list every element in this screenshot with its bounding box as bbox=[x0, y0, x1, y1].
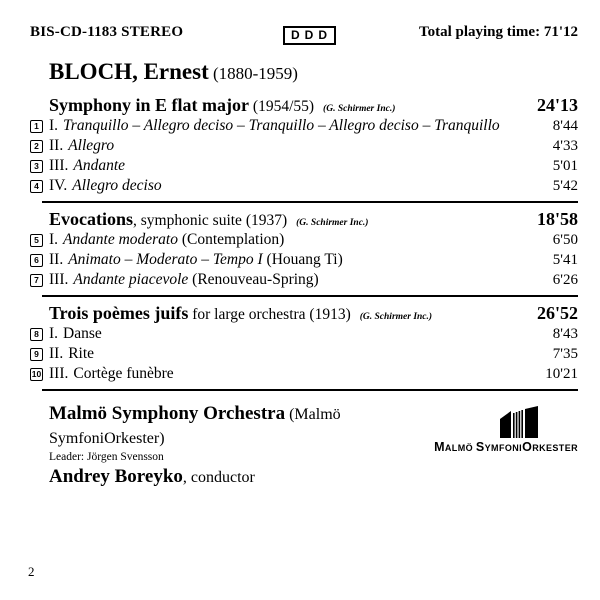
work-title: Trois poèmes juifs bbox=[49, 303, 189, 323]
track-time: 7'35 bbox=[552, 345, 578, 362]
movement-tempo: Andante piacevole bbox=[73, 271, 189, 288]
track-time: 5'01 bbox=[552, 157, 578, 174]
movement-suffix: (Renouveau-Spring) bbox=[188, 271, 319, 288]
work-duration: 24'13 bbox=[536, 95, 578, 115]
work-duration: 26'52 bbox=[536, 303, 578, 323]
movement-tempo: Andante bbox=[73, 157, 126, 174]
track-time: 6'50 bbox=[552, 231, 578, 248]
conductor-role: , conductor bbox=[182, 468, 255, 486]
movement-numeral: II. bbox=[49, 251, 64, 268]
track-number-box: 7 bbox=[30, 274, 43, 287]
composer-dates: (1880-1959) bbox=[208, 64, 298, 83]
work-heading bbox=[30, 95, 578, 116]
performer-credits bbox=[30, 402, 578, 488]
section-divider bbox=[42, 295, 578, 297]
track-row bbox=[30, 230, 578, 250]
movement-suffix: Cortège funèbre bbox=[73, 365, 174, 382]
work-title: Symphony in E flat major bbox=[49, 95, 250, 115]
movement-tempo: Tranquillo – Allegro deciso – Tranquillo – Allegro deciso – Tranquillo bbox=[63, 117, 500, 134]
work-title: Evocations bbox=[49, 209, 134, 229]
composer-name: BLOCH, Ernest bbox=[49, 59, 209, 84]
movement-suffix: Rite bbox=[68, 345, 95, 362]
composer-title bbox=[30, 59, 578, 85]
logo-caption-part: ALMÖ bbox=[444, 443, 476, 453]
publisher-credit: (G. Schirmer Inc.) bbox=[296, 218, 369, 228]
track-number-box: 6 bbox=[30, 254, 43, 267]
conductor-line bbox=[49, 466, 434, 488]
movement-numeral: III. bbox=[49, 271, 69, 288]
publisher-credit: (G. Schirmer Inc.) bbox=[359, 312, 433, 322]
logo-caption-part: YMFONI bbox=[484, 443, 523, 453]
track-time: 10'21 bbox=[545, 365, 578, 382]
movement-numeral: IV. bbox=[49, 177, 68, 194]
page-number: 2 bbox=[28, 564, 35, 579]
orchestra-alt-name: (Malmö SymfoniOrkester) bbox=[49, 406, 345, 447]
movement-suffix: (Contemplation) bbox=[178, 231, 285, 248]
logo-caption-part: S bbox=[475, 440, 485, 454]
track-number-box: 4 bbox=[30, 180, 43, 193]
track-number-box: 9 bbox=[30, 348, 43, 361]
track-row bbox=[30, 116, 578, 136]
track-row bbox=[30, 344, 578, 364]
track-number-box: 1 bbox=[30, 120, 43, 133]
total-playing-time: Total playing time: 71'12 bbox=[418, 24, 578, 40]
logo-caption-part: RKESTER bbox=[532, 443, 578, 453]
track-time: 8'44 bbox=[552, 117, 578, 134]
work-duration: 18'58 bbox=[536, 209, 578, 229]
movement-numeral: II. bbox=[49, 345, 64, 362]
track-row bbox=[30, 324, 578, 344]
orchestra-logo bbox=[434, 402, 578, 488]
movement-tempo: Animato – Moderato – Tempo I bbox=[68, 251, 263, 268]
logo-caption-part: O bbox=[522, 440, 533, 454]
track-row bbox=[30, 364, 578, 384]
movement-numeral: I. bbox=[49, 231, 59, 248]
movement-numeral: I. bbox=[49, 325, 59, 342]
spars-code-badge: DDD bbox=[283, 26, 336, 45]
track-number-box: 10 bbox=[31, 369, 42, 379]
track-row bbox=[30, 176, 578, 196]
track-number-box: 2 bbox=[30, 140, 43, 153]
orchestra-name: Malmö Symphony Orchestra bbox=[49, 403, 286, 424]
movement-suffix: Danse bbox=[63, 325, 102, 342]
section-divider bbox=[42, 201, 578, 203]
publisher-credit: (G. Schirmer Inc.) bbox=[323, 104, 396, 114]
track-number-box: 8 bbox=[30, 328, 43, 341]
movement-numeral: II. bbox=[49, 137, 64, 154]
work-subtitle: for large orchestra (1913) bbox=[188, 306, 351, 323]
track-time: 5'41 bbox=[552, 251, 578, 268]
work-heading bbox=[30, 303, 578, 324]
work-subtitle: , symphonic suite (1937) bbox=[133, 212, 288, 229]
orchestra-logo-caption bbox=[434, 440, 578, 454]
movement-tempo: Andante moderato bbox=[63, 231, 178, 248]
section-divider bbox=[42, 389, 578, 391]
work-heading bbox=[30, 209, 578, 230]
leader-credit: Leader: Jörgen Svensson bbox=[49, 450, 164, 463]
performer-text bbox=[49, 402, 434, 488]
movement-suffix: (Houang Ti) bbox=[262, 251, 343, 268]
track-row bbox=[30, 136, 578, 156]
track-time: 6'26 bbox=[552, 271, 578, 288]
orchestra-line bbox=[49, 402, 434, 450]
movement-tempo: Allegro bbox=[68, 137, 115, 154]
track-number-box: 5 bbox=[30, 234, 43, 247]
work-subtitle: (1954/55) bbox=[249, 98, 315, 115]
header bbox=[30, 24, 578, 41]
track-row bbox=[30, 250, 578, 270]
track-row bbox=[30, 270, 578, 290]
movement-tempo: Allegro deciso bbox=[72, 177, 162, 194]
track-number-box: 3 bbox=[30, 160, 43, 173]
track-time: 4'33 bbox=[552, 137, 578, 154]
track-row bbox=[30, 156, 578, 176]
movement-numeral: I. bbox=[49, 117, 59, 134]
catalog-number: BIS-CD-1183 STEREO bbox=[30, 24, 184, 40]
logo-caption-part: M bbox=[434, 440, 445, 454]
track-time: 5'42 bbox=[552, 177, 578, 194]
track-time: 8'43 bbox=[552, 325, 578, 342]
work-section-symphony bbox=[30, 95, 578, 196]
movement-numeral: III. bbox=[49, 365, 69, 382]
orchestra-logo-icon bbox=[500, 406, 540, 438]
movement-numeral: III. bbox=[49, 157, 69, 174]
work-section-trois-poemes bbox=[30, 303, 578, 384]
conductor-name: Andrey Boreyko bbox=[49, 465, 183, 487]
work-section-evocations bbox=[30, 209, 578, 290]
